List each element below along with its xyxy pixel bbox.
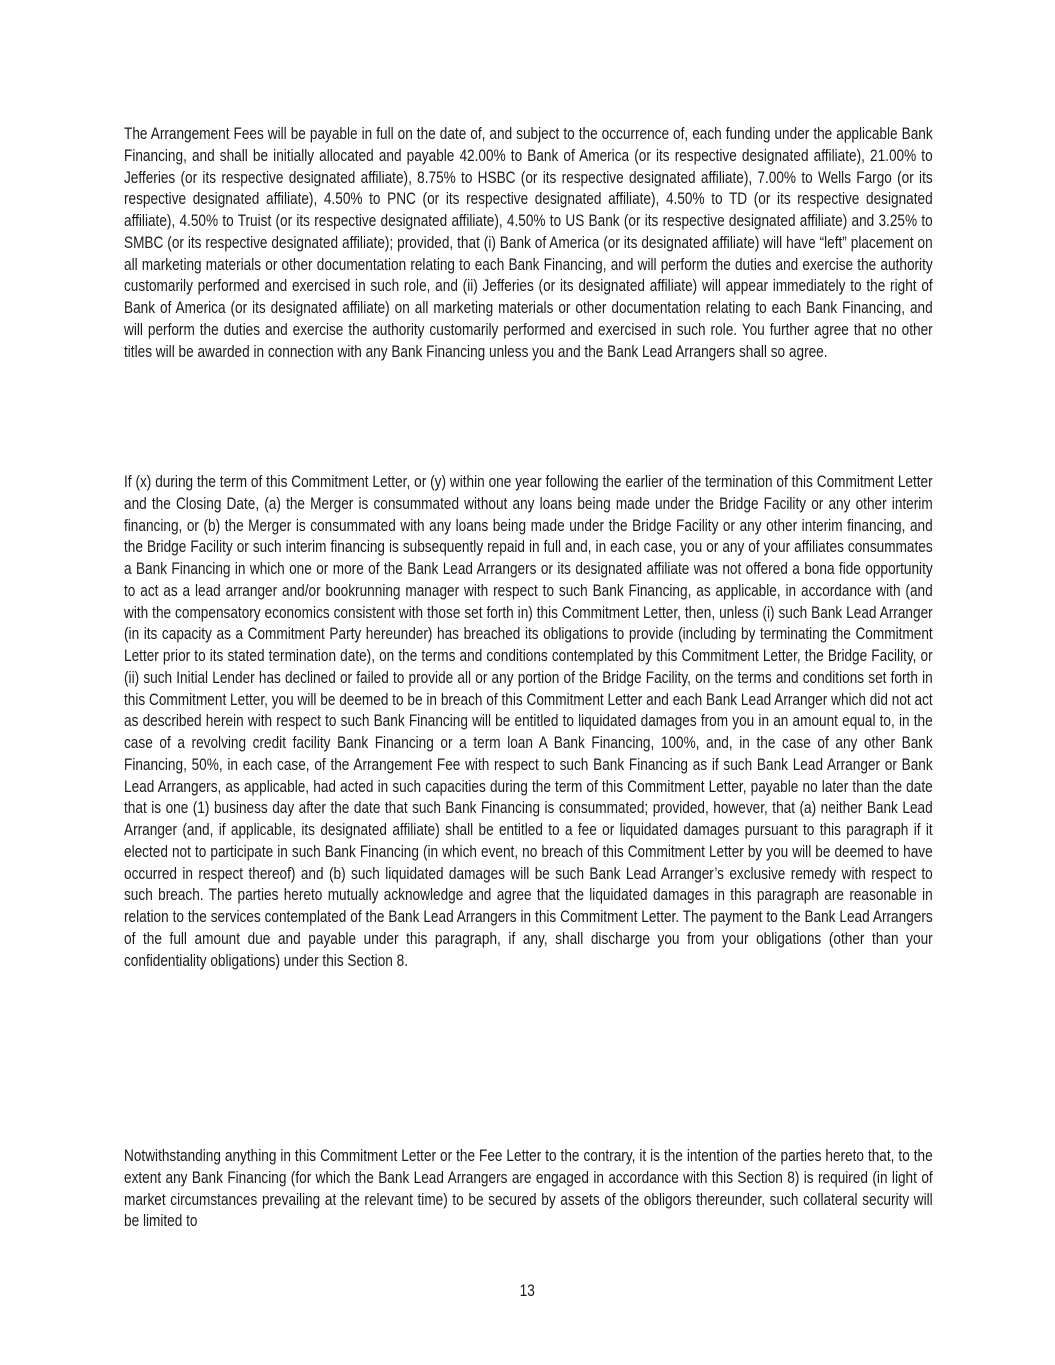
paragraph-liquidated-damages: If (x) during the term of this Commitment Letter, or (y) within one year following the earlier of the termination of this Commitment Letter and the Closing Date, (a) the Merger is consummated without any loans being made under the Bridge Facility or any other interim financing, or (b) the Merger is consummated with any loans being made under the Bridge Facility or any other interim financing, and the Bridge Facility or such interim financing is subsequently repaid in full and, in each case, you or any of your affiliates consummates a Bank Financing in which one or more of the Bank Lead Arrangers or its designated affiliate was not offered a bona fide opportunity to act as a lead arranger and/or bookrunning manager with respect to such Bank Financing, as applicable, in accordance with (and with the compensatory economics consistent with those set forth in) this Commitment Letter, then, unless (i) such Bank Lead Arranger (in its capacity as a Commitment Party hereunder) has breached its obligations to provide (including by terminating the Commitment Letter prior to its stated termination date), on the terms and conditions contemplated by this Commitment Letter, the Bridge Facility, or (ii) such Initial Lender has declined or failed to provide all or any portion of the Bridge Facility, on the terms and conditions set forth in this Commitment Letter, you will be deemed to be in breach of this Commitment Letter and each Bank Lead Arranger which did not act as described herein with respect to such Bank Financing will be entitled to liquidated damages from you in an amount equal to, in the case of a revolving credit facility Bank Financing or a term loan A Bank Financing, 100%, and, in the case of any other Bank Financing, 50%, in each case, of the Arrangement Fee with respect to such Bank Financing as if such Bank Lead Arranger or Bank Lead Arrangers, as applicable, had acted in such capacities during the term of this Commitment Letter, payable no later than the date that is one (1) business day after the date that such Bank Financing is consummated; provided, however, that (a) neither Bank Lead Arranger (and, if applicable, its designated affiliate) shall be entitled to a fee or liquidated damages pursuant to this paragraph if it elected not to participate in such Bank Financing (in which event, no breach of this Commitment Letter by you will be deemed to have occurred in respect thereof) and (b) such liquidated damages will be such Bank Lead Arranger’s exclusive remedy with respect to such breach. The parties hereto mutually acknowledge and agree that the liquidated damages in this paragraph are reasonable in relation to the services contemplated of the Bank Lead Arrangers in this Commitment Letter. The payment to the Bank Lead Arrangers of the full amount due and payable under this paragraph, if any, shall discharge you from your obligations (other than your confidentiality obligations) under this Section 8. (124, 472, 933, 970)
paragraph-arrangement-fees: The Arrangement Fees will be payable in full on the date of, and subject to the occurrence of, each funding under the applicable Bank Financing, and shall be initially allocated and payable 42.00% to Bank of America (or its respective designated affiliate), 21.00% to Jefferies (or its respective designated affiliate), 8.75% to HSBC (or its respective designated affiliate), 7.00% to Wells Fargo (or its respective designated affiliate), 4.50% to PNC (or its respective designated affiliate), 4.50% to TD (or its respective designated affiliate), 4.50% to Truist (or its respective designated affiliate), 4.50% to US Bank (or its respective designated affiliate) and 3.25% to SMBC (or its respective designated affiliate); provided, that (i) Bank of America (or its designated affiliate) will have “left” placement on all marketing materials or other documentation relating to each Bank Financing, and will perform the duties and exercise the authority customarily performed and exercised in such role, and (ii) Jefferies (or its designated affiliate) will appear immediately to the right of Bank of America (or its designated affiliate) on all marketing materials or other documentation relating to each Bank Financing, and will perform the duties and exercise the authority customarily performed and exercised in such role. You further agree that no other titles will be awarded in connection with any Bank Financing unless you and the Bank Lead Arrangers shall so agree. (124, 124, 933, 361)
page-number-text: 13 (519, 1281, 536, 1300)
paragraph-collateral-security: Notwithstanding anything in this Commitment Letter or the Fee Letter to the contrary, it is the intention of the parties hereto that, to the extent any Bank Financing (for which the Bank Lead Arrangers are engaged in accordance with this Section 8) is required (in light of market circumstances prevailing at the relevant time) to be secured by assets of the obligors thereunder, such collateral security will be limited to (124, 1146, 933, 1231)
page-number (0, 1281, 1055, 1301)
